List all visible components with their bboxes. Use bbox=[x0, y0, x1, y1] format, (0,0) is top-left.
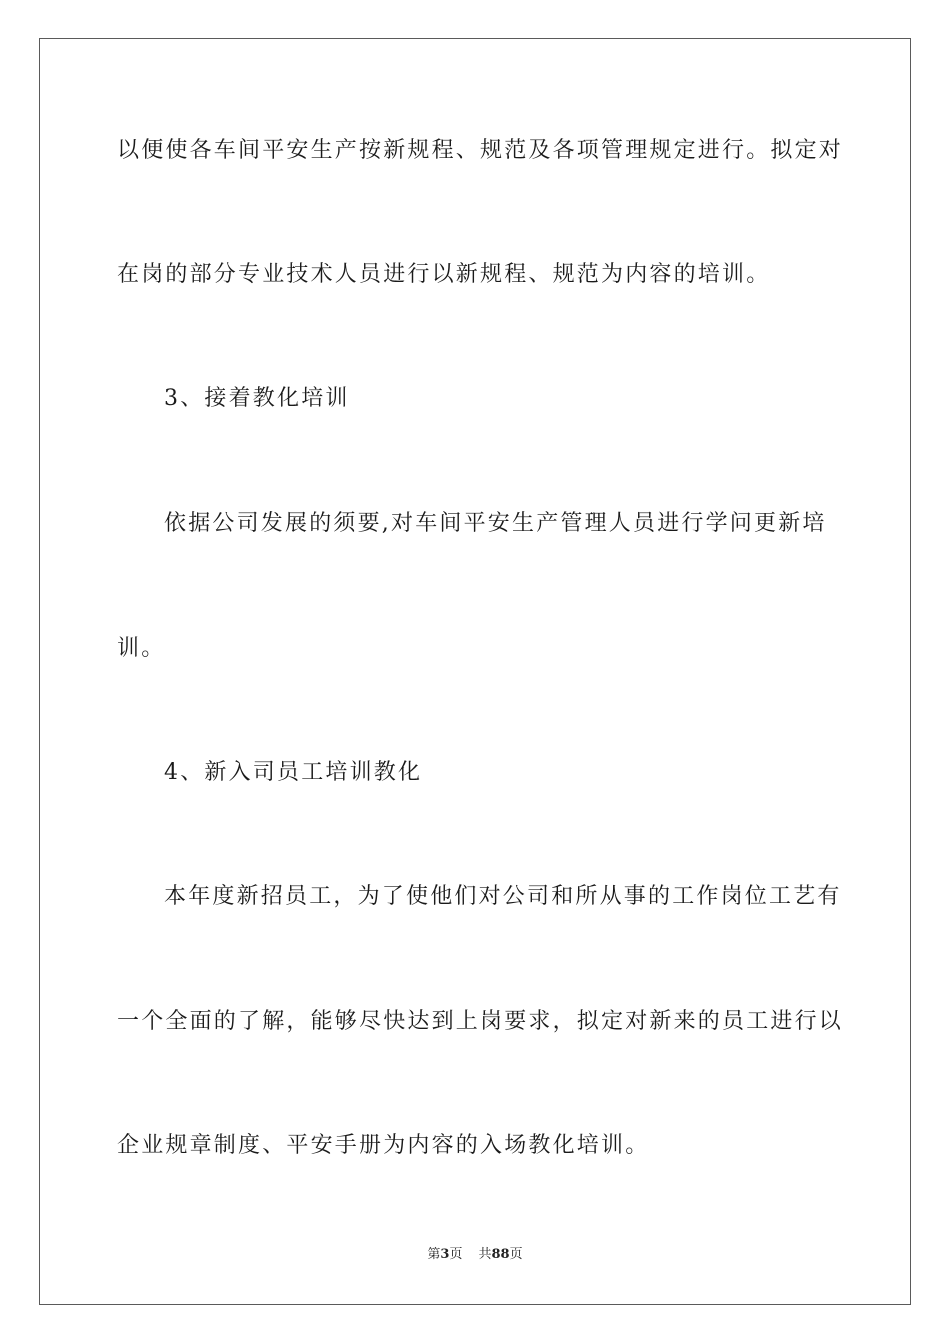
page-prefix: 第 bbox=[427, 1247, 441, 1262]
paragraph-line: 企业规章制度、平安手册为内容的入场教化培训。 bbox=[117, 1133, 650, 1158]
paragraph-line: 训。 bbox=[117, 636, 166, 661]
total-prefix: 共 bbox=[478, 1247, 492, 1262]
paragraph-line: 本年度新招员工，为了使他们对公司和所从事的工作岗位工艺有 bbox=[164, 884, 842, 909]
section-heading: 4、新入司员工培训教化 bbox=[164, 760, 423, 785]
page-border bbox=[39, 38, 911, 1305]
paragraph-line: 在岗的部分专业技术人员进行以新规程、规范为内容的培训。 bbox=[117, 262, 771, 287]
paragraph-line: 依据公司发展的须要,对车间平安生产管理人员进行学问更新培 bbox=[164, 511, 827, 536]
page-suffix: 页 bbox=[449, 1247, 463, 1262]
total-pages: 88 bbox=[491, 1247, 510, 1262]
section-heading: 3、接着教化培训 bbox=[164, 386, 350, 411]
paragraph-line: 以便使各车间平安生产按新规程、规范及各项管理规定进行。拟定对 bbox=[117, 138, 844, 163]
page-footer bbox=[0, 1246, 950, 1264]
total-suffix: 页 bbox=[509, 1247, 523, 1262]
paragraph-line: 一个全面的了解，能够尽快达到上岗要求，拟定对新来的员工进行以 bbox=[117, 1009, 844, 1034]
page-number: 3 bbox=[440, 1247, 450, 1262]
